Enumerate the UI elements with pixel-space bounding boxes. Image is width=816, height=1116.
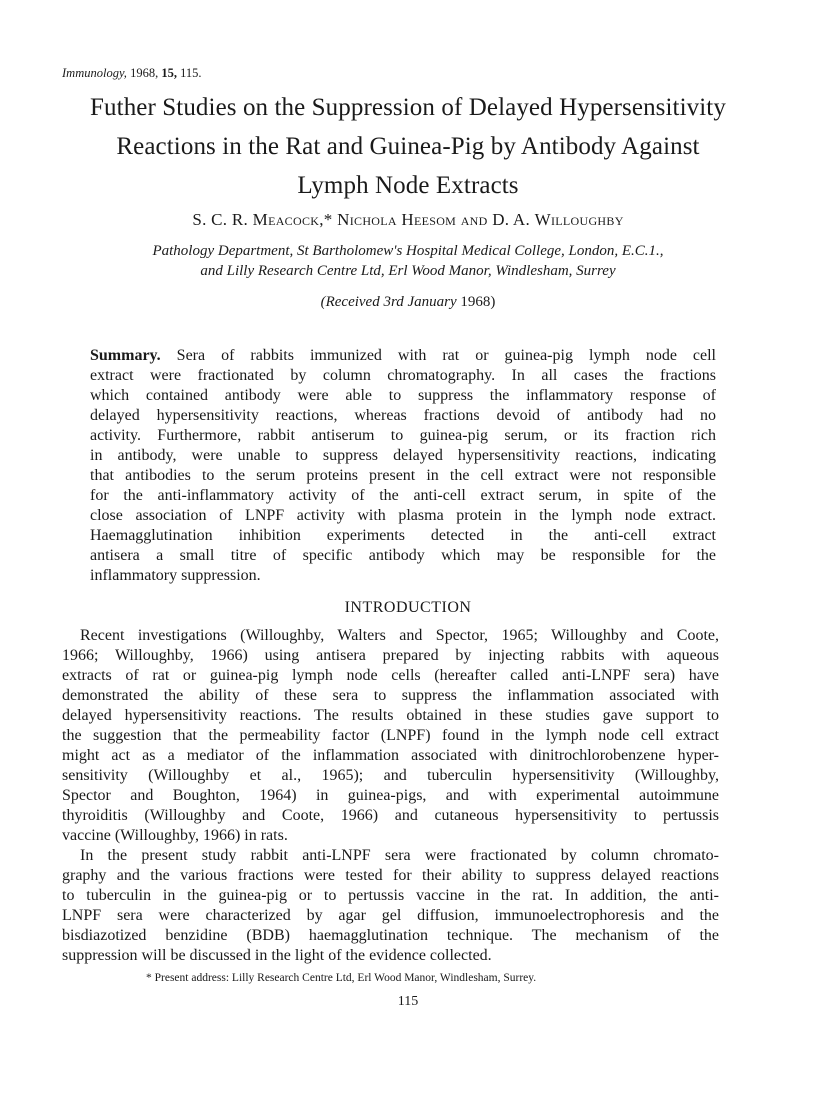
body-line: Recent investigations (Willoughby, Walters and Spector, 1965; Willoughby and Coote, — [80, 627, 719, 644]
body-line: sensitivity (Willoughby et al., 1965); and tuberculin hypersensitivity (Willoughby, — [62, 767, 719, 784]
page-number: 115 — [397, 994, 419, 1009]
journal-citation — [62, 66, 201, 81]
article-title-line-2: Reactions in the Rat and Guinea-Pig by Antibody Against — [116, 133, 700, 160]
author-1-surname: Meacock,* — [252, 210, 333, 229]
affiliation-line-1: Pathology Department, St Bartholomew's Hospital Medical College, London, E.C.1., — [152, 243, 664, 259]
section-heading-introduction: INTRODUCTION — [344, 599, 472, 616]
received-month: January — [407, 294, 457, 310]
body-line: In the present study rabbit anti-LNPF sera were fractionated by column chromato- — [80, 847, 719, 864]
summary-line: close association of LNPF activity with plasma protein in the lymph node extract. — [90, 507, 716, 524]
received-date — [40, 294, 776, 311]
body-line: bisdiazotized benzidine (BDB) haemagglutination technique. The mechanism of the — [62, 927, 719, 944]
summary-line: extract were fractionated by column chromatography. In all cases the fractions — [90, 367, 716, 384]
body-line: thyroiditis (Willoughby and Coote, 1966) and cutaneous hypersensitivity to pertussis — [62, 807, 719, 824]
summary-line: inflammatory suppression. — [90, 567, 261, 584]
summary-line: that antibodies to the serum proteins present in the cell extract were not responsible — [90, 467, 716, 484]
summary-line: antisera a small titre of specific antibody which may be responsible for the — [90, 547, 716, 564]
author-list — [40, 210, 776, 230]
journal-volume: 15, — [161, 66, 177, 80]
body-line: 1966; Willoughby, 1966) using antisera prepared by injecting rabbits with aqueous — [62, 647, 719, 664]
author-3-initials: D. A. — [492, 210, 531, 229]
journal-name: Immunology, — [62, 66, 127, 80]
summary-line: activity. Furthermore, rabbit antiserum to guinea-pig serum, or its fraction rich — [90, 427, 716, 444]
summary-line: Summary. Sera of rabbits immunized with rat or guinea-pig lymph node cell — [90, 347, 717, 364]
body-line: demonstrated the ability of these sera to suppress the inflammation associated with — [62, 687, 719, 704]
body-line: to tuberculin in the guinea-pig or to pertussis vaccine in the rat. In addition, the anti- — [62, 887, 719, 904]
footnote: * Present address: Lilly Research Centre Ltd, Erl Wood Manor, Windlesham, Surrey. — [146, 972, 537, 984]
author-3-surname: Willoughby — [534, 210, 624, 229]
summary-line: which contained antibody were able to suppress the inflammatory response of — [90, 387, 716, 404]
journal-page: 115. — [180, 66, 202, 80]
body-line: the suggestion that the permeability factor (LNPF) found in the lymph node cell extract — [62, 727, 719, 744]
body-line: LNPF sera were characterized by agar gel diffusion, immunoelectrophoresis and the — [62, 907, 719, 924]
body-line: extracts of rat or guinea-pig lymph node cells (hereafter called anti-LNPF sera) have — [62, 667, 719, 684]
summary-line: in antibody, were unable to suppress delayed hypersensitivity reactions, indicating — [90, 447, 716, 464]
journal-year: 1968, — [130, 66, 159, 80]
body-line: graphy and the various fractions were tested for their ability to suppress delayed reactions — [62, 867, 719, 884]
body-line: vaccine (Willoughby, 1966) in rats. — [62, 827, 288, 844]
author-1-initials: S. C. R. — [192, 210, 249, 229]
affiliation-line-2: and Lilly Research Centre Ltd, Erl Wood Manor, Windlesham, Surrey — [200, 263, 616, 279]
summary-line: Haemagglutination inhibition experiments detected in the anti-cell extract — [90, 527, 716, 544]
body-line: suppression will be discussed in the light of the evidence collected. — [62, 947, 492, 964]
article-title-line-3: Lymph Node Extracts — [297, 172, 519, 199]
received-label: (Received 3rd — [320, 294, 404, 310]
body-line: Spector and Boughton, 1964) in guinea-pigs, and with experimental autoimmune — [62, 787, 719, 804]
summary-label: Summary. — [90, 347, 161, 364]
author-conjunction: and — [460, 210, 488, 229]
summary-line: delayed hypersensitivity reactions, whereas fractions devoid of antibody had no — [90, 407, 716, 424]
author-2-name: Nichola Heesom — [337, 210, 457, 229]
received-year: 1968) — [460, 294, 496, 310]
article-title-line-1: Futher Studies on the Suppression of Delayed Hypersensitivity — [90, 94, 726, 121]
summary-line: for the anti-inflammatory activity of the anti-cell extract serum, in spite of the — [90, 487, 716, 504]
body-line: might act as a mediator of the inflammation associated with dinitrochlorobenzene hyper- — [62, 747, 719, 764]
body-line: delayed hypersensitivity reactions. The results obtained in these studies gave support to — [62, 707, 719, 724]
